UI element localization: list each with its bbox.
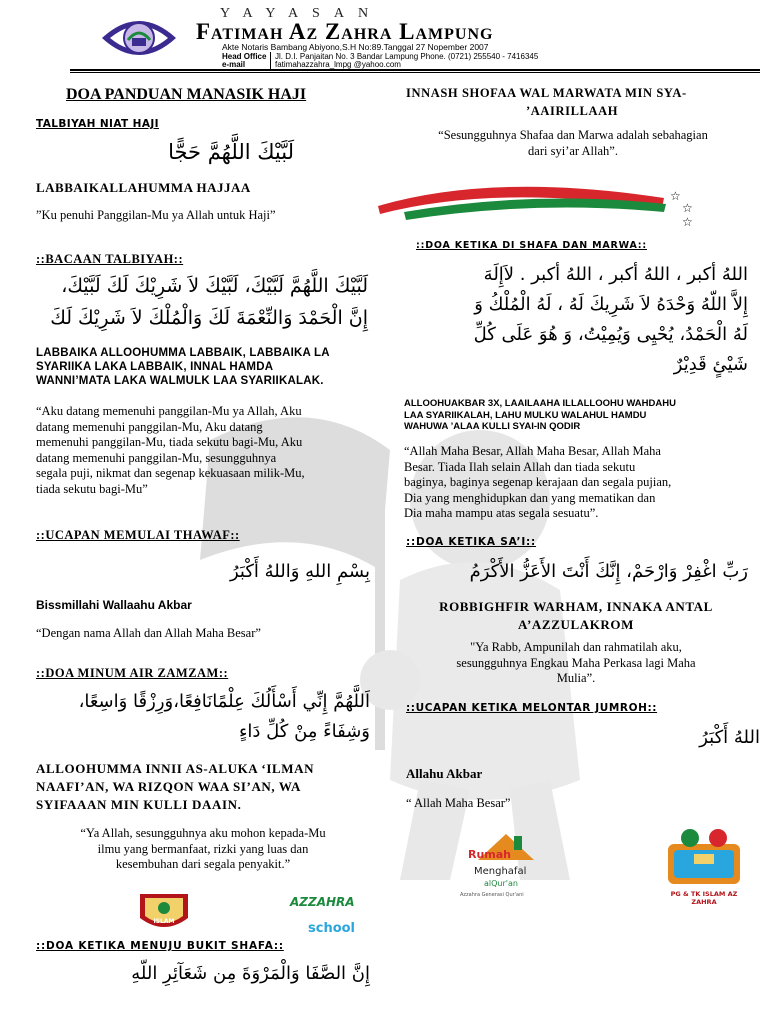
arabic-line: شَيْئٍ قَدِيْرٌ [673,354,748,375]
innash-translation [400,128,746,159]
rumah-menghafal-logo [458,830,554,904]
page-title: DOA PANDUAN MANASIK HAJI [66,86,307,103]
translation-line: “Aku datang memenuhi panggilan-Mu ya Allah, Aku [36,404,302,418]
ribbon-decoration [374,178,704,228]
translation-line: sesungguhnya Engkau Maha Perkasa lagi Maha [456,655,696,670]
jumroh-heading: ::UCAPAN KETIKA MELONTAR JUMROH:: [406,702,658,714]
jumroh-arabic: اللهُ أَكْبَرُ [699,727,760,748]
translation-line: ilmu yang bermanfaat, rizki yang luas dan [97,841,309,856]
shafa-marwa-translation [404,444,760,522]
latin-line: A’AZZULAKROM [517,617,634,632]
azzahra-wordmark: AZZAHRA [290,895,355,909]
translation-line: dari syi’ar Allah”. [528,143,618,158]
arabic-line: لَهُ الْحَمْدُ، يُحْيِى وَيُمِيْتُ، وَ هُوَ عَلَى كُلِّ [473,324,748,345]
yayasan-label: YAYASAN [220,6,383,21]
translation-line: segala puji, nikmat dan segenap kekuasaan milik-Mu, [36,466,305,480]
latin-line: WANNI’MATA LAKA WALMULK LAA SYARIIKALAK. [36,375,324,387]
latin-line: ’AAIRILLAAH [526,104,619,118]
talbiyah-translation: ”Ku penuhi Panggilan-Mu ya Allah untuk Haji” [36,208,276,222]
innash-latin [406,84,687,120]
arabic-line: إِلاَّ اللّهُ وَحْدَهُ لاَ شَرِيكَ لَهُ ، لَهُ الْمُلْكُ وَ [474,294,748,315]
azzahra-school-logo [290,895,354,939]
latin-line: LAA SYARIIKALAH, LAHU MULKU WALAHUL HAMDU [404,409,647,421]
sai-translation [404,640,748,687]
arabic-line: اللهُ أكبر ، اللهُ أكبر ، اللهُ أكبر . لاَإِلَهَ [483,264,748,285]
rumah-tagline: Azzahra Generasi Qur'ani [460,892,524,898]
zamzam-latin [36,760,314,814]
alquran-text: alQur'an [484,879,518,888]
bacaan-talbiyah-arabic-line-2: إِنَّ الْحَمْدَ وَالنِّعْمَةَ لَكَ وَالْمُلْكَ لاَ شَرِيْكَ لَكَ [50,307,368,329]
sai-latin [404,598,748,634]
latin-line: SYARIIKA LAKA LABBAIK, INNAL HAMDA [36,361,274,373]
latin-line: ALLOOHUAKBAR 3X, LAAILAAHA ILLALLOOHU WAHDAHU [404,398,676,409]
translation-line: kesembuhan dari segala penyakit.” [115,857,291,871]
translation-line: datang memenuhi panggilan-Mu, sesungguhnya [36,450,277,465]
latin-line: INNASH SHOFAA WAL MARWATA MIN SYA- [406,86,687,100]
head-office-address: Jl. D.I. Panjaitan No. 3 Bandar Lampung Phone. (0721) 255540 - 7416345 [270,52,538,61]
translation-line: “Sesungguhnya Shafaa dan Marwa adalah sebahagian [438,128,708,142]
zamzam-arabic-line-1: اَللَّهُمَّ إِنِّي أَسْأَلُكَ عِلْمًانَافِعًا،وَرِزْقًا وَاسِعًا، [78,691,370,712]
latin-line: WAHUWA ’ALAA KULLI SYAI-IN QODIR [404,421,581,432]
shafa-heading: ::DOA KETIKA MENUJU BUKIT SHAFA:: [36,940,284,952]
email-row [222,60,401,69]
email-label: e-mail [222,60,246,69]
translation-line: "Ya Rabb, Ampunilah dan rahmatilah aku, [470,640,682,654]
header-rule-thin [70,72,760,73]
badge-islam-text: ISLAM [153,918,175,925]
talbiyah-latin: LABBAIKALLAHUMMA HAJJAA [36,180,251,195]
bacaan-talbiyah-translation [36,404,305,497]
head-office-label: Head Office [222,52,267,61]
notary-deed: Akte Notaris Bambang Abiyono,S.H No:89.Tanggal 27 Nopember 2007 [222,42,489,52]
sai-heading: ::DOA KETIKA SA’I:: [406,536,537,548]
shafa-arabic: إِنَّ الصَّفَا وَالْمَرْوَةَ مِن شَعَآئِرِ اللّهِ [131,963,370,984]
translation-line: memenuhi panggilan-Mu, tiada sekutu bagi-Mu, Aku [36,435,303,449]
email-address: fatimahazzahra_lmpg @yahoo.com [270,60,401,69]
badge-shield-icon [136,890,192,936]
zamzam-translation [36,826,370,873]
pg-tk-logo [660,826,748,906]
translation-line: “Allah Maha Besar, Allah Maha Besar, Allah Maha [404,444,661,458]
translation-line: Dia yang menghidupkan dan yang mematikan dan [404,490,656,505]
thawaf-translation: “Dengan nama Allah dan Allah Maha Besar” [36,626,261,640]
shafa-marwa-arabic [404,260,748,380]
school-wordmark: school [308,921,356,936]
translation-line: Besar. Tiada Ilah selain Allah dan tiada sekutu [404,459,636,474]
playground-icon [660,826,748,890]
thawaf-arabic: بِسْمِ اللهِ وَاللهُ أَكْبَرُ [229,561,370,582]
letterhead [0,0,768,74]
translation-line: Mulia”. [556,671,596,685]
star-icon: ☆ [682,215,693,228]
latin-line: SYIFAAAN MIN KULLI DAAIN. [36,797,242,812]
latin-line: ALLOOHUMMA INNII AS-ALUKA ‘ILMAN [36,761,315,776]
jumroh-translation: “ Allah Maha Besar” [406,796,511,810]
sai-arabic: رَبِّ اغْفِرْ وَارْحَمْ، إِنَّكَ أَنْتَ الأَعَزُّ الأَكْرَمُ [469,561,748,582]
thawaf-latin: Bissmillahi Wallaahu Akbar [36,598,192,612]
rumah-text: Rumah [468,848,512,861]
organization-name: Fatimah Az Zahra Lampung [196,19,494,44]
jumroh-latin: Allahu Akbar [406,766,483,781]
menghafal-text: Menghafal [474,866,527,877]
latin-line: NAAFI’AN, WA RIZQON WAA SI’AN, WA [36,779,302,794]
zamzam-arabic-line-2: وَشِفَاءً مِنْ كُلِّ دَاءٍ [238,721,370,742]
islam-school-badge [136,890,192,936]
header-rule [70,69,760,71]
translation-line: baginya, baginya segenap kerajaan dan segala pujian, [404,475,672,489]
translation-line: Dia maha mampu atas segala sesuatu”. [404,506,599,520]
star-icon: ☆ [670,189,681,203]
talbiyah-arabic: لَبَّيْكَ اللَّهُمَّ حَجًّا [168,140,294,164]
talbiyah-heading: TALBIYAH NIAT HAJI [36,118,159,130]
latin-line: ROBBIGHFIR WARHAM, INNAKA ANTAL [439,599,713,614]
bacaan-talbiyah-heading: ::BACAAN TALBIYAH:: [36,252,184,266]
bacaan-talbiyah-arabic-line-1: لَبَّيْكَ اللَّهُمَّ لَبَّيْكَ، لَبَّيْكَ لاَ شَرِيْكَ لَكَ لَبَّيْكَ، [61,275,368,297]
bacaan-talbiyah-latin [36,346,330,388]
latin-line: LABBAIKA ALLOOHUMMA LABBAIK, LABBAIKA LA [36,347,330,359]
zamzam-heading: ::DOA MINUM AIR ZAMZAM:: [36,666,229,680]
foundation-logo [94,10,184,66]
thawaf-heading: ::UCAPAN MEMULAI THAWAF:: [36,528,240,542]
translation-line: tiada sekutu bagi-Mu” [36,481,148,496]
shafa-marwa-heading: ::DOA KETIKA DI SHAFA DAN MARWA:: [416,240,647,251]
shafa-marwa-latin [404,398,676,433]
pg-tk-text: PG & TK ISLAM AZ ZAHRA [670,890,738,906]
translation-line: “Ya Allah, sesungguhnya aku mohon kepada-Mu [80,826,326,840]
translation-line: datang memenuhi panggilan-Mu, Aku datang [36,419,263,434]
star-icon: ☆ [682,201,693,215]
